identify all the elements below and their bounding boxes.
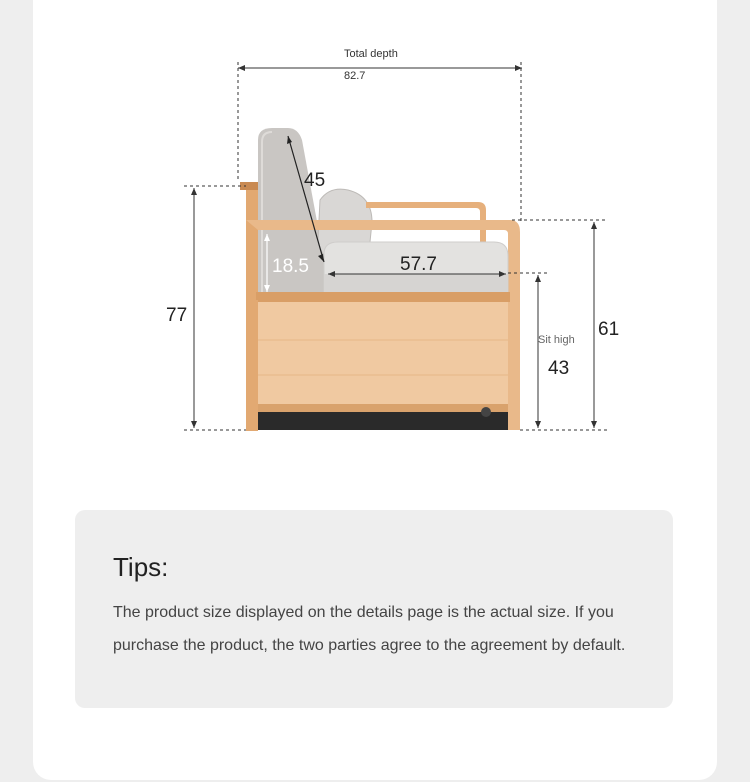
armrest-above-seat-value: 18.5 <box>272 256 309 277</box>
tips-title: Tips: <box>113 552 169 582</box>
tips-body: The product size displayed on the details page is the actual size. If you purchase the product, the two parties agree to the agreement by default. <box>113 604 626 654</box>
front-left-leg <box>246 300 258 431</box>
overall-height-value: 77 <box>166 305 188 326</box>
backrest-value: 45 <box>304 170 326 191</box>
seat-rail <box>256 292 510 302</box>
storage-base <box>256 302 508 412</box>
seat-cushion-side <box>324 274 508 292</box>
caster-wheel <box>481 407 491 417</box>
arm-height-value: 61 <box>598 319 620 340</box>
seat-height-value: 43 <box>548 358 570 379</box>
sofa-illustration <box>240 128 520 431</box>
tips-panel <box>75 510 673 708</box>
seat-depth-value: 57.7 <box>400 254 437 275</box>
seat-height-label: Sit high <box>538 334 575 346</box>
total-depth-label: Total depth <box>344 48 398 60</box>
total-depth-value: 82.7 <box>344 70 366 82</box>
base-shadow <box>258 412 508 430</box>
